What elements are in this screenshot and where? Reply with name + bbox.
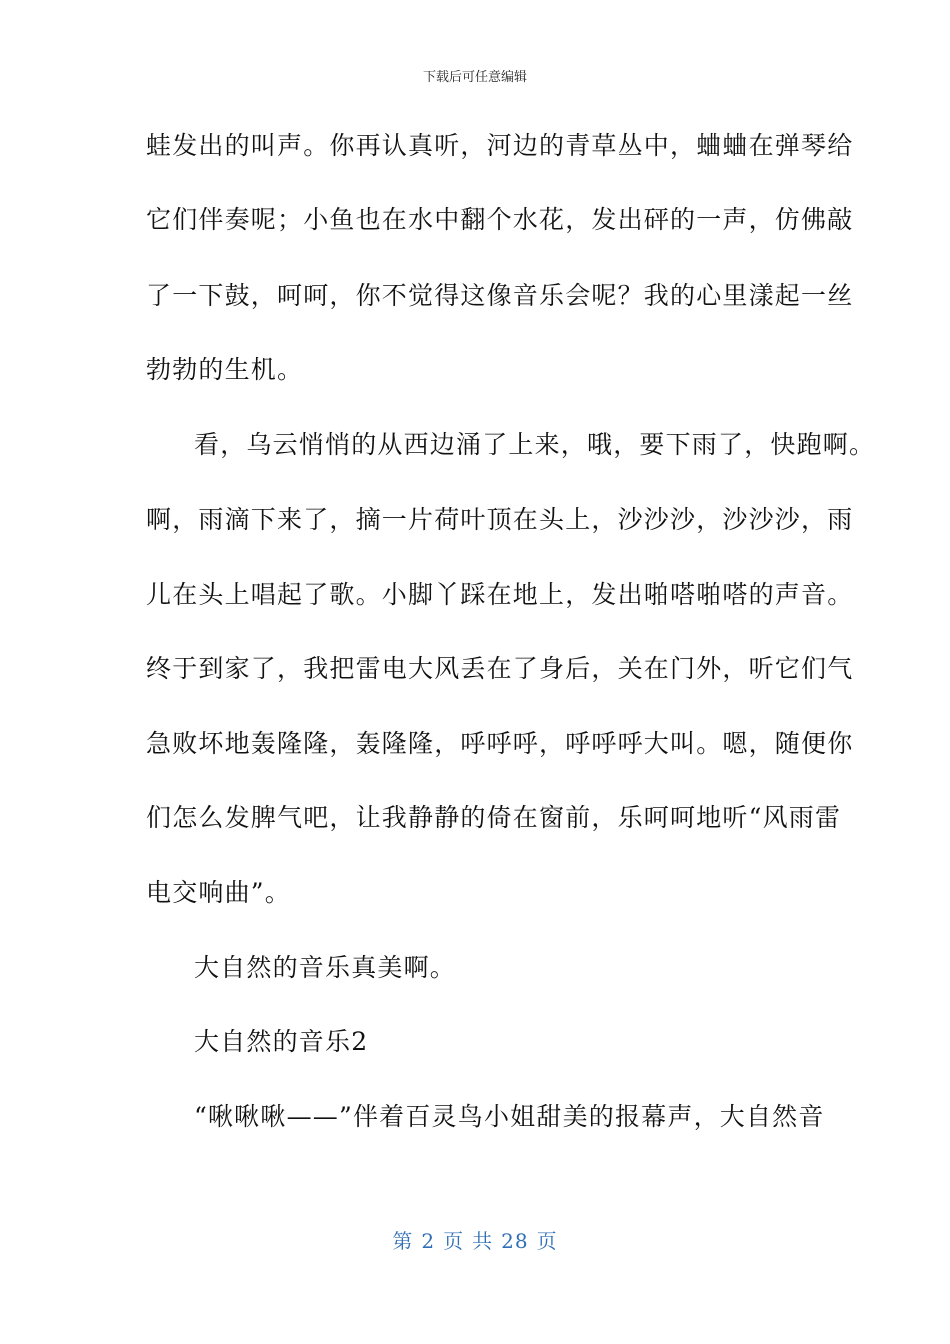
text-line-12: 大自然的音乐真美啊。 <box>194 953 457 982</box>
footer-mid: 页 <box>443 1229 465 1253</box>
text-line-14: “啾啾啾——”伴着百灵鸟小姐甜美的报幕声，大自然音 <box>194 1102 825 1131</box>
page-footer <box>0 1225 950 1254</box>
text-line-4: 勃勃的生机。 <box>146 355 304 384</box>
footer-page-number: 2 <box>421 1229 436 1253</box>
section-heading: 大自然的音乐2 <box>194 1027 369 1056</box>
footer-suffix: 页 <box>536 1229 558 1253</box>
footer-total-prefix: 共 <box>472 1229 494 1253</box>
footer-total-pages: 28 <box>501 1229 529 1253</box>
footer-prefix: 第 <box>392 1229 414 1253</box>
text-line-3: 了一下鼓，呵呵，你不觉得这像音乐会呢？我的心里漾起一丝 <box>146 281 854 310</box>
text-line-1: 蛙发出的叫声。你再认真听，河边的青草丛中，蛐蛐在弹琴给 <box>146 131 854 160</box>
page-header: 下载后可任意编辑 <box>422 70 527 85</box>
text-line-6: 啊，雨滴下来了，摘一片荷叶顶在头上，沙沙沙，沙沙沙，雨 <box>146 505 854 534</box>
text-line-7: 儿在头上唱起了歌。小脚丫踩在地上，发出啪嗒啪嗒的声音。 <box>146 580 854 609</box>
text-line-2: 它们伴奏呢；小鱼也在水中翻个水花，发出砰的一声，仿佛敲 <box>146 205 854 234</box>
text-line-11: 电交响曲”。 <box>146 878 291 907</box>
text-line-8: 终于到家了，我把雷电大风丢在了身后，关在门外，听它们气 <box>146 654 854 683</box>
text-line-9: 急败坏地轰隆隆，轰隆隆，呼呼呼，呼呼呼大叫。嗯，随便你 <box>146 729 854 758</box>
text-line-10: 们怎么发脾气吧，让我静静的倚在窗前，乐呵呵地听“风雨雷 <box>146 803 842 832</box>
text-line-5: 看，乌云悄悄的从西边涌了上来，哦，要下雨了，快跑啊。 <box>194 430 876 459</box>
